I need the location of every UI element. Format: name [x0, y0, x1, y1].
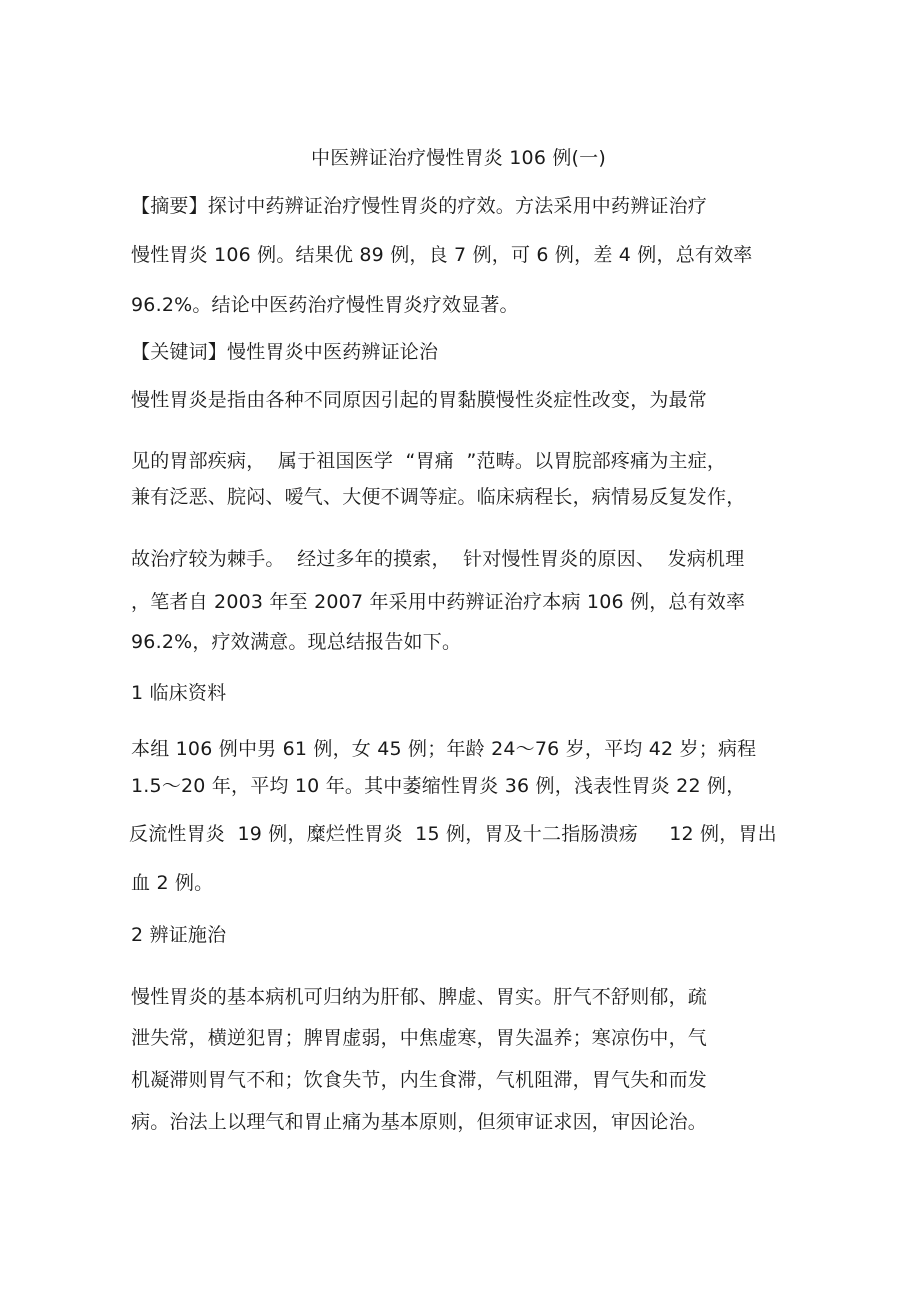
section-2-line-4: 病。治法上以理气和胃止痛为基本原则，但须审证求因，审因论治。 — [131, 1111, 708, 1133]
abstract-line-1: 【摘要】探讨中药辨证治疗慢性胃炎的疗效。方法采用中药辨证治疗 — [131, 195, 708, 217]
section-2-line-3: 机凝滞则胃气不和；饮食失节，内生食滞，气机阻滞，胃气失和而发 — [131, 1069, 708, 1091]
section-1-heading: 1 临床资料 — [131, 682, 227, 704]
abstract-line-3: 96.2%。结论中医药治疗慢性胃炎疗效显著。 — [131, 294, 519, 316]
intro-line-4: 故治疗较为棘手。 经过多年的摸索， 针对慢性胃炎的原因、 发病机理 — [131, 548, 745, 570]
section-1-line-4: 血 2 例。 — [131, 872, 214, 894]
section-1-line-3: 反流性胃炎 19 例，糜烂性胃炎 15 例，胃及十二指肠溃疡 12 例，胃出 — [129, 823, 777, 845]
intro-line-5: ，笔者自 2003 年至 2007 年采用中药辨证治疗本病 106 例，总有效率 — [131, 591, 746, 613]
section-1-line-1: 本组 106 例中男 61 例，女 45 例；年龄 24～76 岁，平均 42 岁；病程 — [131, 738, 757, 760]
abstract-line-2: 慢性胃炎 106 例。结果优 89 例，良 7 例，可 6 例，差 4 例，总有效率 — [131, 244, 753, 266]
intro-line-6: 96.2%，疗效满意。现总结报告如下。 — [131, 631, 462, 653]
intro-line-3: 兼有泛恶、脘闷、嗳气、大便不调等症。临床病程长，病情易反复发作， — [131, 486, 746, 508]
section-2-line-1: 慢性胃炎的基本病机可归纳为肝郁、脾虚、胃实。肝气不舒则郁，疏 — [131, 986, 708, 1008]
intro-line-1: 慢性胃炎是指由各种不同原因引起的胃黏膜慢性炎症性改变，为最常 — [131, 389, 708, 411]
document-title: 中医辨证治疗慢性胃炎 106 例(一) — [311, 147, 606, 169]
keywords-line: 【关键词】慢性胃炎中医药辨证论治 — [131, 341, 439, 363]
intro-line-2: 见的胃部疾病， 属于祖国医学 “胃痛 ”范畴。以胃脘部疼痛为主症， — [131, 450, 727, 472]
section-1-line-2: 1.5～20 年，平均 10 年。其中萎缩性胃炎 36 例，浅表性胃炎 22 例， — [131, 775, 746, 797]
section-2-line-2: 泄失常，横逆犯胃；脾胃虚弱，中焦虚寒，胃失温养；寒凉伤中，气 — [131, 1027, 708, 1049]
section-2-heading: 2 辨证施治 — [131, 924, 227, 946]
